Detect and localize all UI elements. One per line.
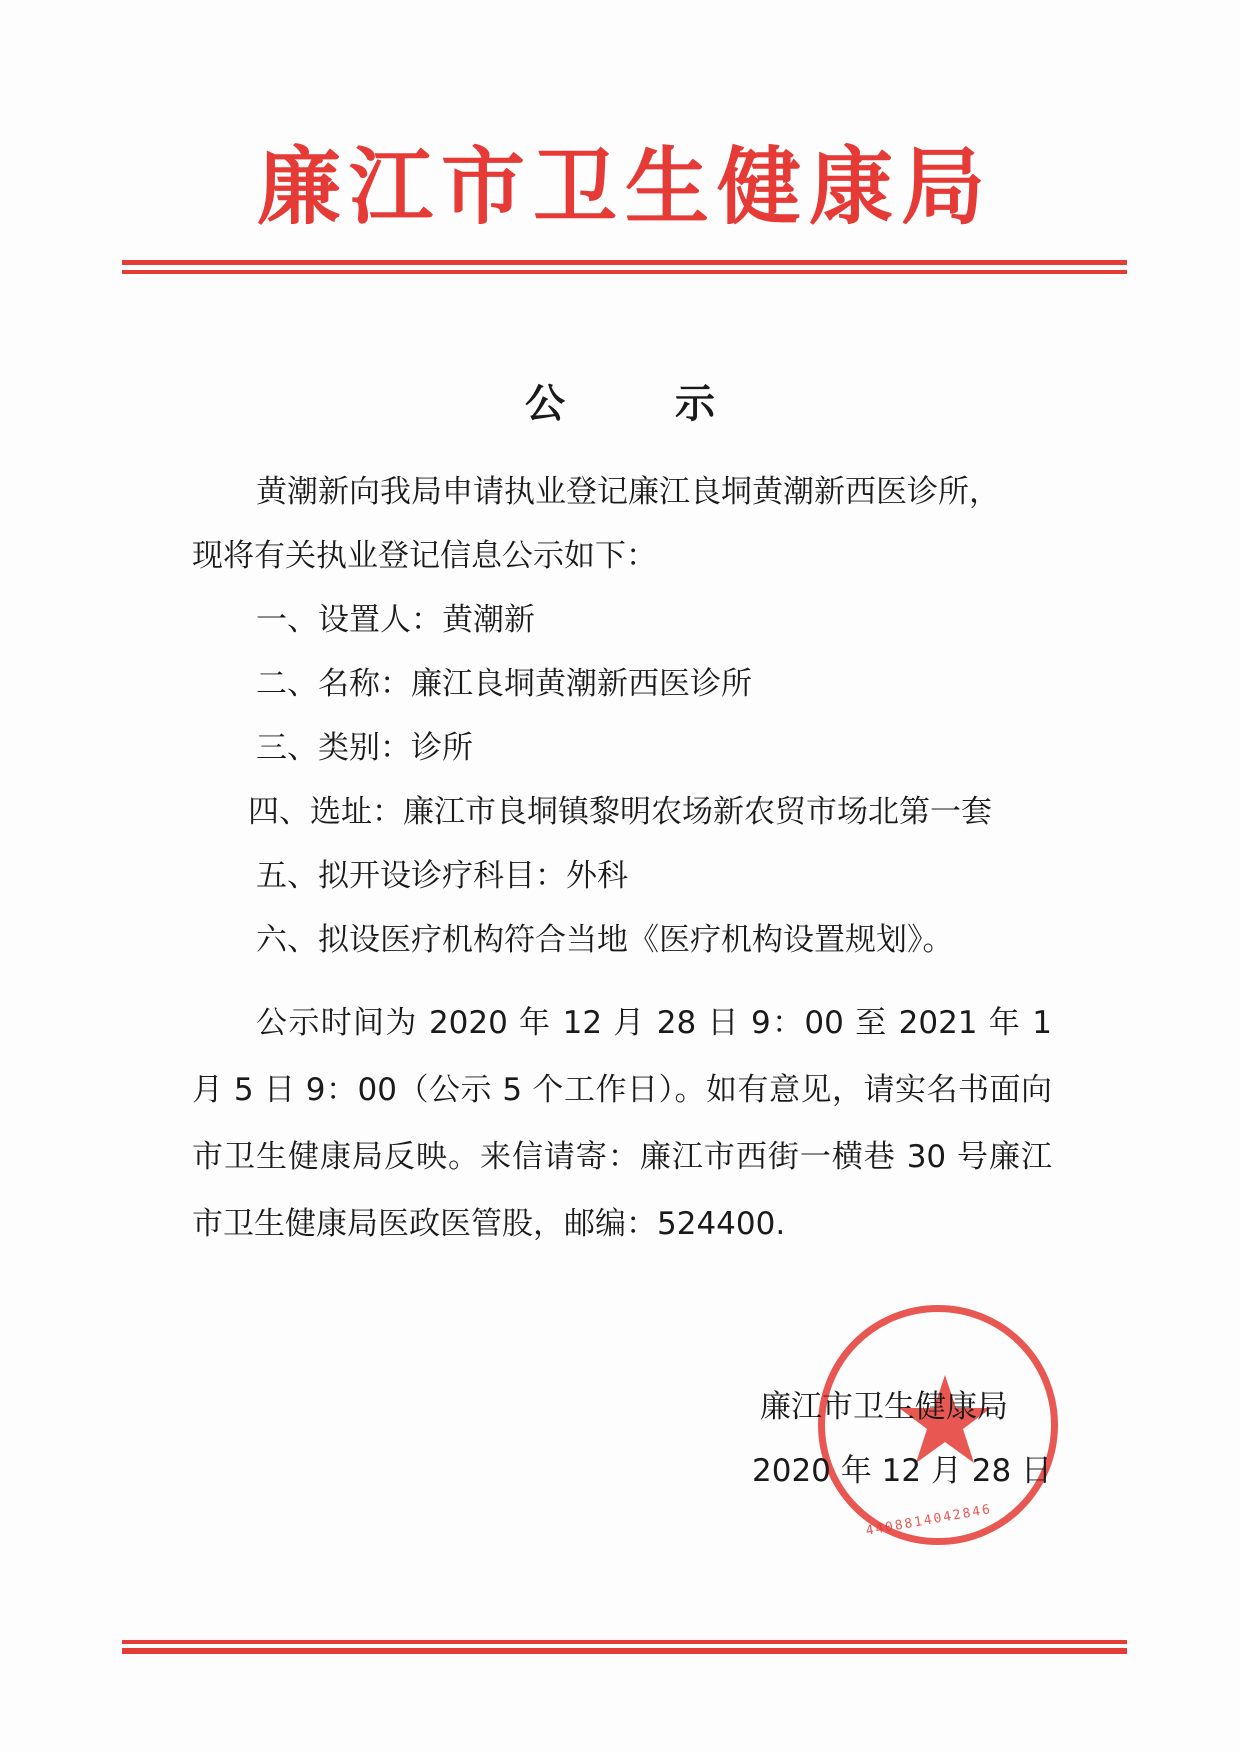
item-category: 三、类别：诊所: [256, 730, 473, 766]
item-founder: 一、设置人：黄潮新: [256, 602, 535, 638]
signature-organization: 廉江市卫生健康局: [760, 1389, 1008, 1425]
footer-divider: [122, 1648, 1127, 1654]
notice-paragraph: 公示时间为 2020 年 12 月 28 日 9：00 至 2021 年 1 月 5 日 9：00（公示 5 个工作日）。如有意见，请实名书面向市卫生健康局反映。来信请寄：廉江市西街一横巷 30 号廉江市卫生健康局医政医管股，邮编：524400.: [192, 1005, 1052, 1242]
seal-code: 4408814042846: [864, 1502, 994, 1539]
letterhead-divider-top: [122, 260, 1127, 265]
item-departments: 五、拟开设诊疗科目：外科: [256, 858, 628, 894]
item-name: 二、名称：廉江良垌黄潮新西医诊所: [256, 666, 752, 702]
document-body: [192, 460, 1052, 972]
intro-line-1: 黄潮新向我局申请执业登记廉江良垌黄潮新西医诊所，: [256, 474, 1000, 510]
footer-divider-thin: [122, 1640, 1127, 1644]
item-location: 四、选址：廉江市良垌镇黎明农场新农贸市场北第一套: [248, 794, 992, 830]
signature-block: [752, 1375, 1053, 1503]
signature-date: 2020 年 12 月 28 日: [752, 1453, 1053, 1489]
document-title: 公 示: [525, 380, 763, 427]
intro-line-2: 现将有关执业登记信息公示如下：: [192, 538, 657, 574]
letterhead-divider-top-thin: [122, 270, 1127, 274]
item-compliance: 六、拟设医疗机构符合当地《医疗机构设置规划》。: [256, 922, 954, 958]
letterhead-agency-name: 廉江市卫生健康局: [256, 137, 993, 236]
